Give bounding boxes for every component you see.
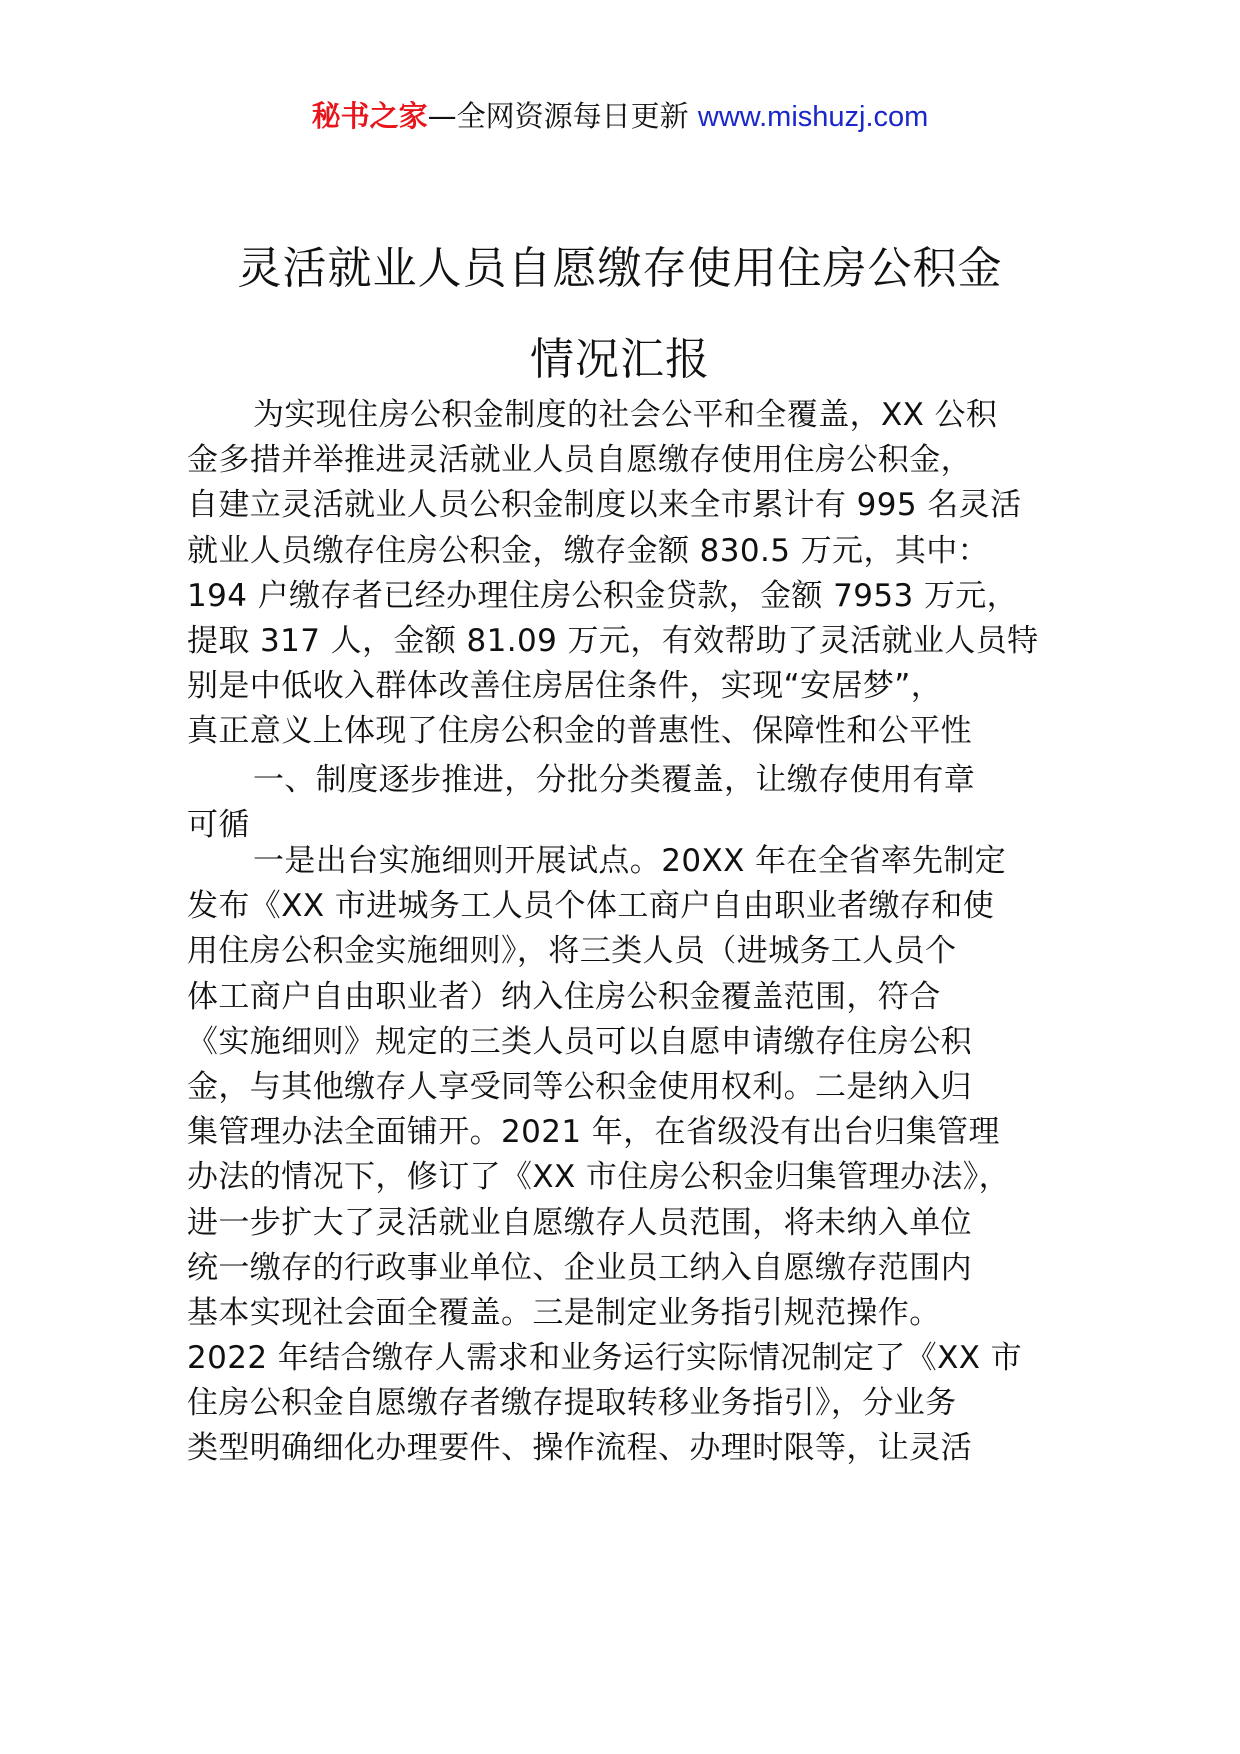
brand-name: 秘书之家 <box>311 99 428 133</box>
paragraph-line: 发布《XX 市进城务工人员个体工商户自由职业者缴存和使 <box>187 888 995 925</box>
paragraph-line: 体工商户自由职业者）纳入住房公积金覆盖范围，符合 <box>187 978 941 1015</box>
paragraph-line: 办法的情况下，修订了《XX 市住房公积金归集管理办法》， <box>187 1159 1011 1196</box>
paragraph-line: 真正意义上体现了住房公积金的普惠性、保障性和公平性 <box>187 713 972 750</box>
paragraph-line: 金，与其他缴存人享受同等公积金使用权利。二是纳入归 <box>187 1068 972 1105</box>
paragraph-line: 住房公积金自愿缴存者缴存提取转移业务指引》，分业务 <box>187 1385 957 1422</box>
paragraph-line: 别是中低收入群体改善住房居住条件，实现“安居梦”， <box>187 668 943 705</box>
section-heading-line: 一、制度逐步推进，分批分类覆盖，让缴存使用有章 <box>253 762 976 798</box>
paragraph-line: 金多措并举推进灵活就业人员自愿缴存使用住房公积金， <box>187 442 972 479</box>
paragraph-line: 为实现住房公积金制度的社会公平和全覆盖，XX 公积 <box>253 397 998 433</box>
section-1-heading <box>187 758 1067 848</box>
paragraph-line: 基本实现社会面全覆盖。三是制定业务指引规范操作。 <box>187 1294 941 1331</box>
header-slogan: —全网资源每日更新 <box>427 99 698 133</box>
paragraph-line: 类型明确细化办理要件、操作流程、办理时限等，让灵活 <box>187 1430 972 1467</box>
document-title-line-1: 灵活就业人员自愿缴存使用住房公积金 <box>237 243 1003 294</box>
site-url-link[interactable]: www.mishuzj.com <box>697 101 929 133</box>
paragraph-line: 集管理办法全面铺开。2021 年，在省级没有出台归集管理 <box>187 1114 1000 1151</box>
document-title-line-2: 情况汇报 <box>530 334 710 385</box>
paragraph-line: 2022 年结合缴存人需求和业务运行实际情况制定了《XX 市 <box>187 1340 1023 1377</box>
section-heading-line: 可循 <box>187 807 250 844</box>
site-header-banner <box>0 96 1240 137</box>
paragraph-line: 提取 317 人，金额 81.09 万元，有效帮助了灵活就业人员特 <box>187 622 1039 659</box>
paragraph-line: 194 户缴存者已经办理住房公积金贷款，金额 7953 万元， <box>187 577 1019 614</box>
paragraph-line: 统一缴存的行政事业单位、企业员工纳入自愿缴存范围内 <box>187 1249 972 1286</box>
intro-paragraph <box>187 393 1067 755</box>
paragraph-line: 用住房公积金实施细则》，将三类人员（进城务工人员个 <box>187 933 957 970</box>
paragraph-line: 进一步扩大了灵活就业自愿缴存人员范围，将未纳入单位 <box>187 1204 972 1241</box>
paragraph-line: 就业人员缴存住房公积金，缴存金额 830.5 万元，其中： <box>187 532 990 569</box>
section-1-body <box>187 839 1067 1472</box>
paragraph-line: 自建立灵活就业人员公积金制度以来全市累计有 995 名灵活 <box>187 487 1022 524</box>
paragraph-line: 《实施细则》规定的三类人员可以自愿申请缴存住房公积 <box>187 1023 972 1060</box>
paragraph-line: 一是出台实施细则开展试点。20XX 年在全省率先制定 <box>253 843 1007 879</box>
